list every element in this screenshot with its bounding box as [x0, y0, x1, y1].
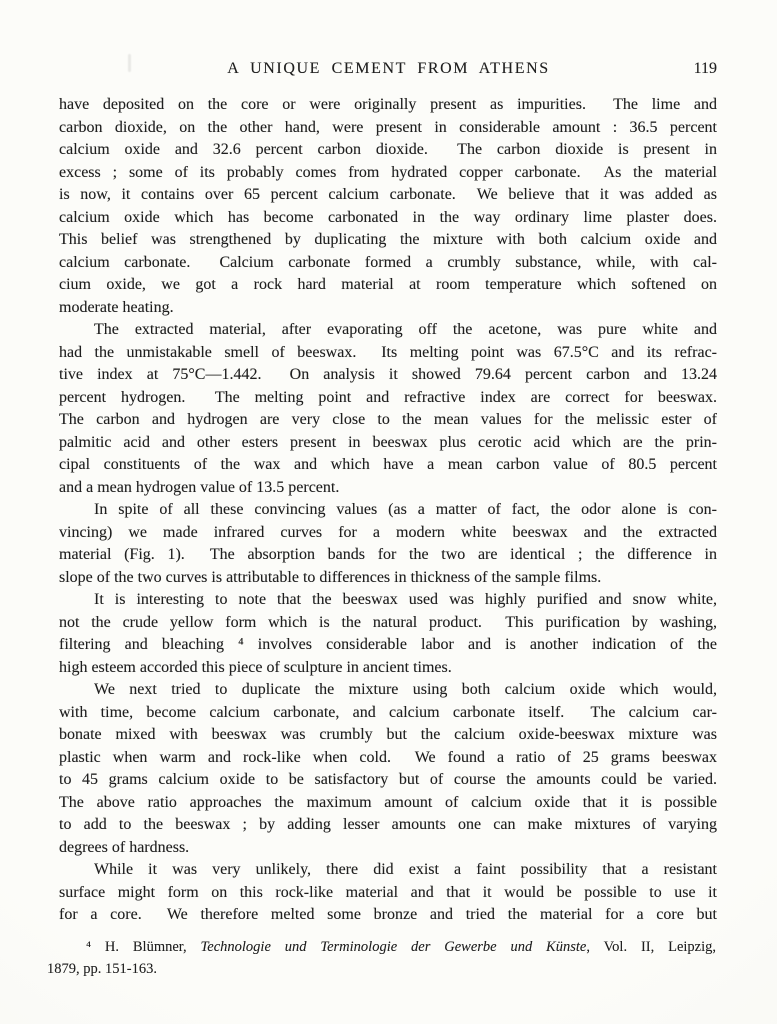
text-line: calcium carbonate. Calcium carbonate formed a crumbly substance, while, with cal-: [59, 253, 717, 271]
text-line: high esteem accorded this piece of sculpture in ancient times.: [59, 658, 452, 676]
text-line: cipal constituents of the wax and which have a mean carbon value of 80.5 percent: [59, 456, 717, 473]
text-line: vincing) we made infrared curves for a modern white beeswax and the extracted: [59, 523, 717, 541]
text-line: plastic when warm and rock-like when cold. We found a ratio of 25 grams beeswax: [59, 748, 717, 766]
text-line: calcium oxide which has become carbonated in the way ordinary lime plaster does.: [59, 208, 717, 226]
text-line: is now, it contains over 65 percent calcium carbonate. We believe that it was added as: [59, 186, 717, 203]
page-header: [60, 60, 717, 82]
footnote-text: ⁴ H. Blümner,: [86, 939, 201, 955]
text-line: calcium oxide and 32.6 percent carbon dioxide. The carbon dioxide is present in: [59, 141, 717, 158]
paragraph: [59, 319, 717, 499]
text-line: to 45 grams calcium oxide to be satisfactory but of course the amounts could be varied.: [59, 771, 717, 788]
text-line: In spite of all these convincing values (as a matter of fact, the odor alone is con-: [94, 501, 717, 518]
paragraph: [59, 859, 717, 927]
text-line: have deposited on the core or were originally present as impurities. The lime and: [59, 96, 717, 113]
footnote-text: , Vol. II, Leipzig,: [586, 939, 716, 955]
text-line: The carbon and hydrogen are very close to the mean values for the melissic ester of: [59, 411, 717, 428]
footnote: [47, 937, 716, 980]
text-line: degrees of hardness.: [59, 838, 190, 856]
text-line: While it was very unlikely, there did exist a faint possibility that a resistant: [94, 861, 717, 878]
text-line: The above ratio approaches the maximum amount of calcium oxide that it is possible: [59, 793, 717, 811]
paragraph: [59, 94, 717, 319]
paragraph: [59, 679, 717, 859]
text-line: for a core. We therefore melted some bronze and tried the material for a core but: [59, 906, 717, 923]
text-line: material (Fig. 1). The absorption bands for the two are identical ; the difference in: [59, 546, 717, 563]
footnote-text: 1879, pp. 151-163.: [47, 960, 157, 977]
text-line: bonate mixed with beeswax was crumbly but the calcium oxide-beeswax mixture was: [59, 726, 717, 743]
footnote-line: [47, 937, 716, 959]
text-line: slope of the two curves is attributable to differences in thickness of the sample films.: [59, 568, 602, 586]
footnote-line: [47, 959, 716, 981]
text-line: It is interesting to note that the beeswax used was highly purified and snow white,: [94, 591, 717, 608]
text-line: palmitic acid and other esters present in beeswax plus cerotic acid which are the prin-: [59, 433, 717, 451]
text-line: This belief was strengthened by duplicating the mixture with both calcium oxide and: [59, 231, 717, 248]
paragraph: [59, 499, 717, 589]
text-line: to add to the beeswax ; by adding lesser amounts one can make mixtures of varying: [59, 816, 717, 833]
page-number: 119: [693, 60, 717, 77]
text-line: and a mean hydrogen value of 13.5 percent.: [59, 478, 340, 496]
text-line: tive index at 75°C—1.442. On analysis it showed 79.64 percent carbon and 13.24: [59, 366, 717, 383]
page-body: [59, 94, 717, 927]
text-line: surface might form on this rock-like material and that it would be possible to use it: [59, 883, 717, 901]
text-line: with time, become calcium carbonate, and calcium carbonate itself. The calcium car-: [59, 703, 717, 721]
text-line: not the crude yellow form which is the natural product. This purification by washing,: [59, 613, 717, 631]
text-line: cium oxide, we got a rock hard material at room temperature which softened on: [59, 276, 717, 293]
text-line: carbon dioxide, on the other hand, were present in considerable amount : 36.5 percent: [59, 118, 717, 136]
text-line: had the unmistakable smell of beeswax. Its melting point was 67.5°C and its refrac-: [59, 343, 717, 361]
text-line: We next tried to duplicate the mixture using both calcium oxide which would,: [94, 681, 717, 698]
text-line: excess ; some of its probably comes from hydrated copper carbonate. As the material: [59, 163, 717, 181]
text-line: percent hydrogen. The melting point and refractive index are correct for beeswax.: [59, 388, 717, 406]
paragraph: [59, 589, 717, 679]
text-line: The extracted material, after evaporating off the acetone, was pure white and: [94, 321, 717, 338]
page-title: A UNIQUE CEMENT FROM ATHENS: [227, 60, 550, 77]
text-line: filtering and bleaching ⁴ involves considerable labor and is another indication of the: [59, 636, 717, 653]
text-line: moderate heating.: [59, 298, 174, 316]
footnote-work-title: Technologie und Terminologie der Gewerbe und Künste: [200, 939, 587, 955]
